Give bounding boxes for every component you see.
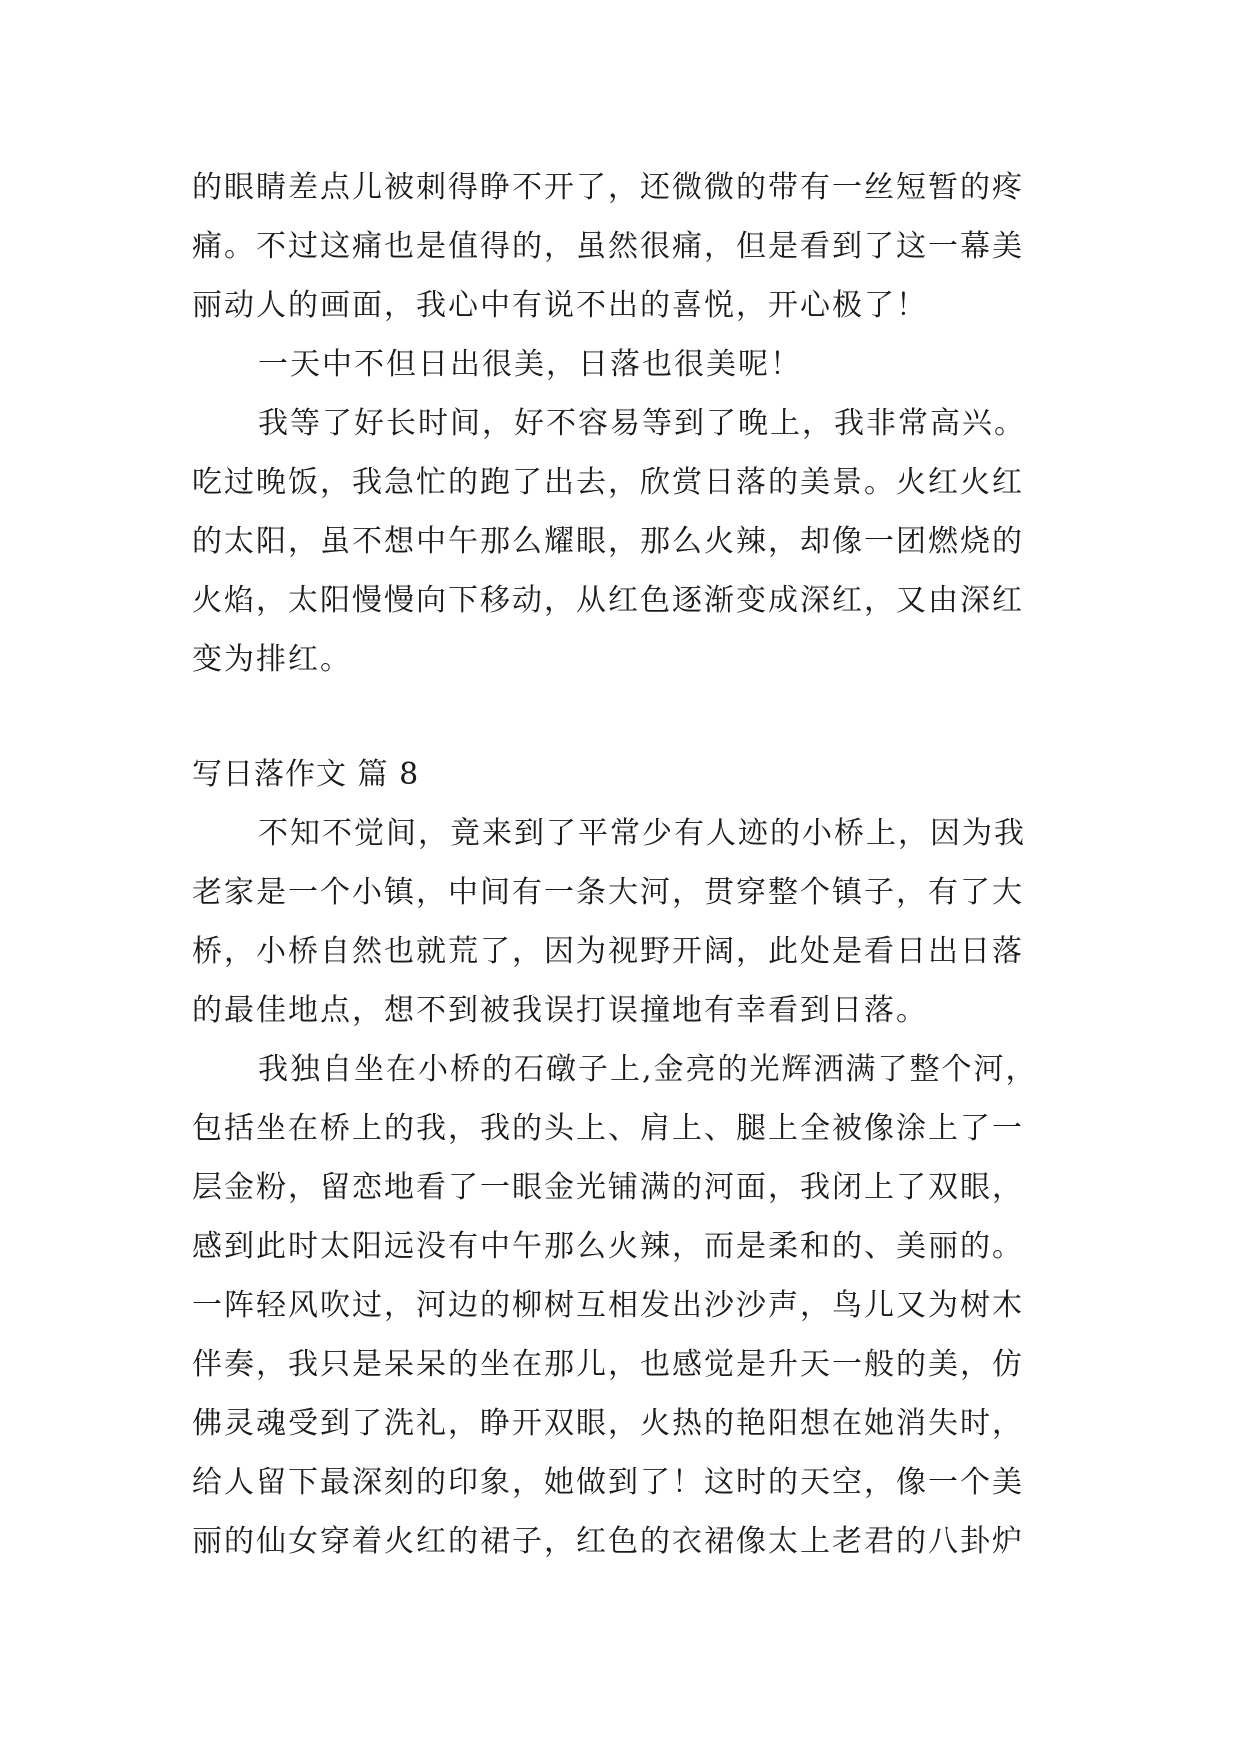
text-line: 丽的仙女穿着火红的裙子，红色的衣裙像太上老君的八卦炉 (192, 1524, 1024, 1559)
document-body (192, 158, 1062, 1571)
text-line: 感到此时太阳远没有中午那么火辣，而是柔和的、美丽的。 (192, 1229, 1024, 1264)
text-line: 老家是一个小镇，中间有一条大河，贯穿整个镇子，有了大 (192, 875, 1024, 910)
text-line: 给人留下最深刻的印象，她做到了！这时的天空，像一个美 (192, 1465, 1024, 1500)
text-line: 我等了好长时间，好不容易等到了晚上，我非常高兴。 (258, 406, 1026, 441)
text-line: 的眼睛差点儿被刺得睁不开了，还微微的带有一丝短暂的疼 (192, 170, 1024, 205)
text-line: 佛灵魂受到了洗礼，睁开双眼，火热的艳阳想在她消失时， (192, 1406, 1024, 1441)
paragraph-continued (192, 158, 1062, 335)
section-heading: 写日落作文 篇 8 (192, 757, 420, 792)
text-line: 桥，小桥自然也就荒了，因为视野开阔，此处是看日出日落 (192, 934, 1024, 969)
text-line: 层金粉，留恋地看了一眼金光铺满的河面，我闭上了双眼， (192, 1170, 1024, 1205)
text-line: 一阵轻风吹过，河边的柳树互相发出沙沙声，鸟儿又为树木 (192, 1288, 1024, 1323)
text-line: 一天中不但日出很美，日落也很美呢！ (258, 347, 802, 382)
text-line: 丽动人的画面，我心中有说不出的喜悦，开心极了！ (192, 288, 928, 323)
paragraph-bridge (192, 804, 1062, 1040)
text-line: 痛。不过这痛也是值得的，虽然很痛，但是看到了这一幕美 (192, 229, 1024, 264)
text-line: 包括坐在桥上的我，我的头上、肩上、腿上全被像涂上了一 (192, 1111, 1024, 1146)
text-line: 伴奏，我只是呆呆的坐在那儿，也感觉是升天一般的美，仿 (192, 1347, 1024, 1382)
text-line: 我独自坐在小桥的石礅子上,金亮的光辉洒满了整个河， (258, 1052, 1038, 1087)
text-line: 不知不觉间，竟来到了平常少有人迹的小桥上，因为我 (258, 816, 1026, 851)
text-line: 的太阳，虽不想中午那么耀眼，那么火辣，却像一团燃烧的 (192, 524, 1024, 559)
paragraph-sunset-intro (192, 335, 1062, 394)
text-line: 吃过晚饭，我急忙的跑了出去，欣赏日落的美景。火红火红 (192, 465, 1024, 500)
text-line: 变为排红。 (192, 642, 352, 677)
text-line: 的最佳地点，想不到被我误打误撞地有幸看到日落。 (192, 993, 928, 1028)
text-line: 火焰，太阳慢慢向下移动，从红色逐渐变成深红，又由深红 (192, 583, 1024, 618)
paragraph-golden (192, 1040, 1062, 1571)
paragraph-evening (192, 394, 1062, 689)
